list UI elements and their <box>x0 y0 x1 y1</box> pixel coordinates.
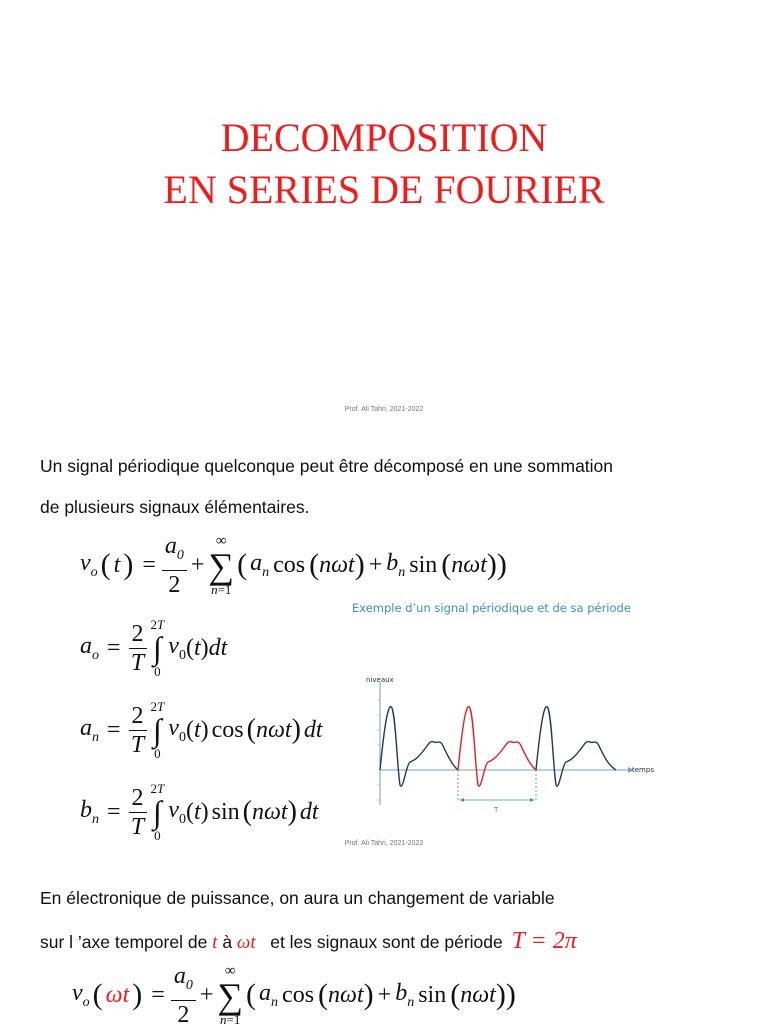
variable-omega-t: ωt <box>236 932 256 953</box>
power-electronics-line2 <box>40 928 577 955</box>
intro-line-2: de plusieurs signaux élémentaires. <box>40 497 310 517</box>
credit-footer: Prof. Ali Tahri, 2021-2022 <box>344 406 424 413</box>
formula-an: $a_n$ = $\frac{2}{T}$ 2T ∫ 0 $v_0$ ( t ) cos ( nωt ) dt <box>80 699 323 761</box>
power-electronics-line1: En électronique de puissance, on aura un changement de variable <box>40 888 555 908</box>
line2-text-b: à <box>217 932 237 952</box>
formula-bn: $b_n$ = $\frac{2}{T}$ 2T ∫ 0 $v_0$ ( t ) sin ( nωt ) dt <box>80 781 319 843</box>
slide-title-line2: EN SERIES DE FOURIER <box>163 167 605 212</box>
formula-a0: $a_o$ = $\frac{2}{T}$ 2T ∫ 0 $v_0$ ( t ) dt <box>80 617 228 679</box>
line2-text-a: sur l ’axe temporel de <box>40 932 213 952</box>
x-axis-label: temps <box>632 766 654 774</box>
formula-v0-omega: $v_o$ ( ωt ) = $\frac{a_0}{2}$ + ∞ ∑ n=1 ( $a_n$ cos ( nωt ) + $b_n$ sin ( nωt ) ) <box>72 962 516 1028</box>
period-label: T <box>494 806 499 814</box>
y-axis-label: niveaux <box>366 676 394 684</box>
intro-line-1: Un signal périodique quelconque peut être décomposé en une sommation <box>40 456 614 476</box>
period-formula: T = 2π <box>511 928 577 954</box>
signal-period-1 <box>380 707 458 786</box>
example-title: Exemple d’un signal périodique et de sa période <box>352 601 631 615</box>
line2-text-c: et les signaux sont de période <box>255 932 508 952</box>
formula-v0: $v_o$ ( t ) = $\frac{a_0}{2}$ + ∞ ∑ n=1 ( $a_n$ cos ( nωt ) + $b_n$ sin ( nωt ) ) <box>80 532 507 598</box>
signal-period-2-highlighted <box>458 707 536 786</box>
signal-period-3 <box>536 707 616 786</box>
variable-t: t <box>212 932 218 953</box>
slide-title-line1: DECOMPOSITION <box>220 115 548 160</box>
credit-footer-2: Prof. Ali Tahri, 2021-2022 <box>344 840 424 847</box>
periodic-signal-figure <box>360 670 680 830</box>
